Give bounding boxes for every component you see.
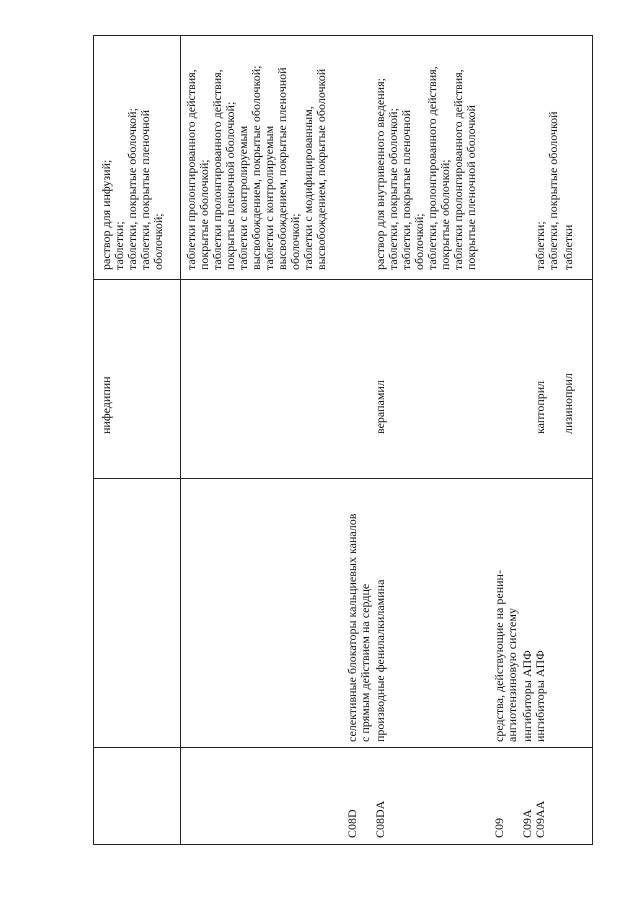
dosage-form-line: таблетки с модифицированным, — [301, 106, 315, 270]
dosage-form-line: таблетки, покрытые оболочкой; — [386, 108, 400, 270]
dosage-form-line: высвобождением, покрытые пленочной — [275, 67, 289, 270]
dosage-form-line: таблетки пролонгированного действия, — [184, 69, 198, 270]
group-c08d — [346, 514, 372, 742]
dosage-forms-verapamil — [374, 66, 478, 270]
dosage-form-line: таблетки, покрытые пленочной — [399, 109, 413, 270]
dosage-form-line: таблетки, пролонгированного действия, — [425, 66, 439, 270]
dosage-form-line: таблетки; — [112, 221, 126, 270]
dosage-form-line: таблетки с контролируемым — [262, 125, 276, 270]
group-c09 — [493, 570, 519, 742]
dosage-form-line: высвобождением, покрытые оболочкой — [314, 68, 328, 270]
atc-code-c08da: C08DA — [373, 800, 387, 838]
column-divider — [94, 279, 592, 280]
dosage-form-line: таблетки пролонгированного действия, — [210, 69, 224, 270]
column-divider — [94, 478, 592, 479]
row-divider — [180, 36, 181, 844]
atc-drug-table — [93, 35, 593, 845]
dosage-form-line: оболочкой; — [151, 213, 165, 270]
dosage-form-line: покрытые пленочной оболочкой; — [223, 101, 237, 270]
dosage-form-line: покрытые пленочной оболочкой — [464, 105, 478, 270]
dosage-form-line: покрытые оболочкой; — [197, 159, 211, 270]
dosage-form-line: покрытые оболочкой; — [438, 159, 452, 270]
atc-code-c09: C09 — [492, 817, 506, 838]
atc-code-c09aa: C09AA — [533, 800, 547, 838]
drug-name-verapamil: верапамил — [373, 380, 387, 434]
drug-name-nifedipine: нифедипин — [99, 376, 113, 434]
dosage-form-line: таблетки, покрытые оболочкой — [546, 111, 560, 270]
dosage-form-line: раствор для внутривенного введения; — [373, 78, 387, 270]
group-c09a: ингибиторы АПФ — [520, 650, 534, 742]
group-c08da: производные фенилалкиламина — [373, 579, 387, 742]
dosage-form-line: оболочкой; — [288, 213, 302, 270]
dosage-form-line: таблетки, покрытые пленочной — [138, 109, 152, 270]
group-line: ангиотензиновую систему — [505, 608, 519, 742]
dosage-forms-nifedipine-continued — [185, 65, 328, 270]
dosage-form-line: раствор для инфузий; — [99, 159, 113, 270]
dosage-form-line: таблетки; — [533, 221, 547, 270]
drug-name-captopril: каптоприл — [533, 380, 547, 434]
group-line: с прямым действием на сердце — [358, 583, 372, 742]
dosage-forms-nifedipine — [100, 108, 165, 270]
dosage-forms-captopril — [534, 111, 560, 270]
group-c09aa: ингибиторы АПФ — [533, 650, 547, 742]
dosage-form-line: высвобождением, покрытые оболочкой; — [249, 65, 263, 270]
group-line: средства, действующие на ренин- — [492, 570, 506, 742]
dosage-form-line: оболочкой; — [412, 213, 426, 270]
dosage-form-line: таблетки с контролируемым — [236, 125, 250, 270]
rotated-table-wrapper — [93, 35, 593, 845]
dosage-form-line: таблетки, покрытые оболочкой; — [125, 108, 139, 270]
drug-name-lisinopril: лизиноприл — [561, 373, 575, 434]
dosage-form-line: таблетки — [561, 224, 575, 270]
atc-code-c09a: C09A — [520, 809, 534, 838]
column-divider — [94, 747, 592, 748]
dosage-form-line: таблетки пролонгированного действия, — [451, 69, 465, 270]
group-line: селективные блокаторы кальциевых каналов — [345, 513, 359, 742]
dosage-forms-lisinopril — [562, 225, 575, 270]
atc-code-c08d: C08D — [345, 809, 359, 838]
